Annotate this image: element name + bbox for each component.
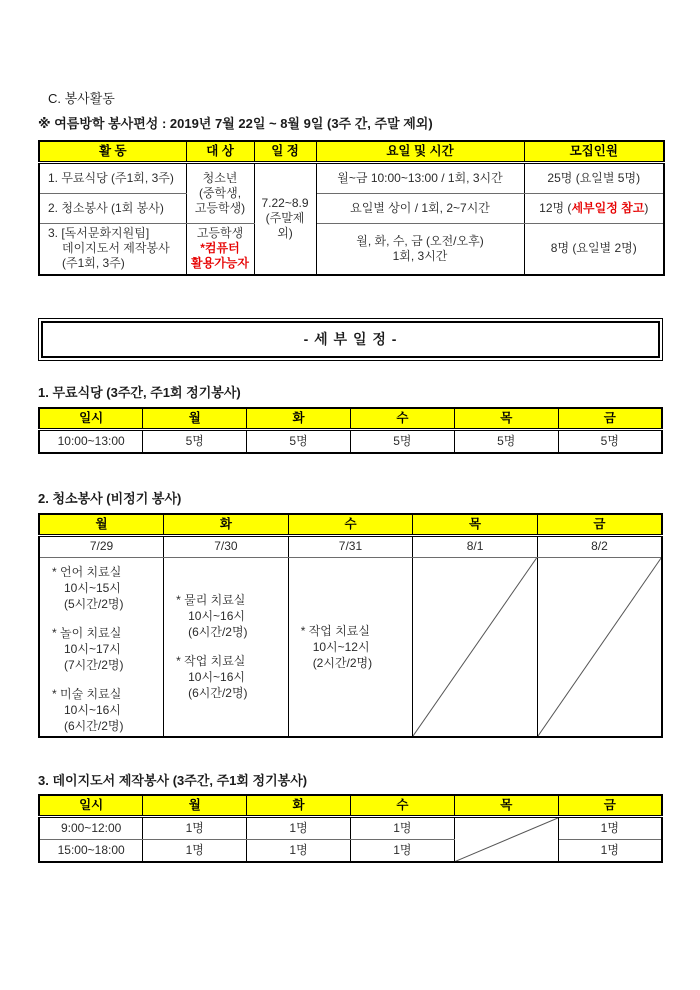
thu-empty-cell	[413, 557, 538, 737]
section1-table	[38, 407, 663, 454]
schedule-cell-merged	[254, 162, 316, 275]
col-header-datetime: 일시	[39, 795, 143, 816]
therapy-capacity: (2시간/2명)	[312, 655, 373, 670]
count-cell: 1명	[247, 839, 351, 862]
activity-line: 3. [독서문화지원팀]	[48, 226, 150, 241]
col-header-target: 대 상	[186, 141, 254, 162]
time-slot-cell: 15:00~18:00	[39, 839, 143, 862]
section1-data-row	[39, 429, 662, 453]
target-line: 고등학생	[196, 226, 244, 241]
recruit-cell	[524, 193, 664, 223]
target-line: 청소년	[202, 170, 238, 185]
therapy-capacity: (5시간/2명)	[64, 596, 124, 611]
count-cell: 5명	[558, 429, 662, 453]
section3-table	[38, 794, 663, 863]
diagonal-slash-icon	[413, 558, 537, 736]
section2-title: 2. 청소봉사 (비정기 봉사)	[38, 491, 182, 506]
diagonal-slash-icon	[538, 558, 661, 736]
col-header-mon: 월	[39, 514, 164, 535]
activity-line: (주1회, 3주)	[62, 256, 125, 271]
overview-table	[38, 140, 665, 276]
wed-schedule-cell	[288, 557, 413, 737]
therapy-name: * 물리 치료실	[176, 593, 246, 607]
therapy-name: * 놀이 치료실	[52, 625, 122, 640]
therapy-hours: 10시~17시	[64, 641, 121, 656]
date-cell: 7/31	[288, 535, 413, 557]
count-cell: 1명	[350, 839, 454, 862]
col-header-thu: 목	[413, 514, 538, 535]
section-c-label: C. 봉사활동	[48, 91, 115, 106]
date-cell: 8/1	[413, 535, 538, 557]
section3-row-morning	[39, 816, 662, 839]
therapy-entry	[44, 686, 159, 734]
col-header-tue: 화	[247, 795, 351, 816]
col-header-fri: 금	[558, 408, 662, 429]
therapy-capacity: (6시간/2명)	[64, 718, 124, 733]
therapy-hours: 10시~15시	[64, 580, 121, 595]
col-header-tue: 화	[164, 514, 289, 535]
count-cell: 1명	[558, 839, 662, 862]
section2-table	[38, 513, 663, 738]
count-cell: 5명	[350, 429, 454, 453]
count-cell: 1명	[350, 816, 454, 839]
col-header-activity: 활 동	[39, 141, 186, 162]
detail-schedule-banner	[38, 318, 663, 361]
therapy-capacity: (7시간/2명)	[64, 657, 124, 672]
therapy-name: * 언어 치료실	[52, 564, 122, 579]
therapy-capacity: (6시간/2명)	[188, 625, 248, 639]
overview-heading: ※ 여름방학 봉사편성 : 2019년 7월 22일 ~ 8월 9일 (3주 간, 주말 제외)	[38, 116, 433, 131]
section2-date-row	[39, 535, 662, 557]
count-cell: 1명	[143, 816, 247, 839]
col-header-thu: 목	[454, 795, 558, 816]
time-cell	[316, 223, 524, 275]
therapy-entry	[168, 653, 284, 701]
col-header-time: 요일 및 시간	[316, 141, 524, 162]
col-header-mon: 월	[143, 795, 247, 816]
col-header-datetime: 일시	[39, 408, 143, 429]
count-cell: 5명	[454, 429, 558, 453]
therapy-name: * 작업 치료실	[176, 654, 246, 668]
schedule-line: 7.22~8.9	[261, 196, 309, 211]
section2-content-row	[39, 557, 662, 737]
col-header-thu: 목	[454, 408, 558, 429]
therapy-name: * 미술 치료실	[52, 686, 122, 701]
time-slot-cell: 10:00~13:00	[39, 429, 143, 453]
recruit-count: 12명 (	[539, 200, 572, 215]
section1-title: 1. 무료식당 (3주간, 주1회 정기봉사)	[38, 385, 241, 400]
date-cell: 8/2	[537, 535, 662, 557]
therapy-hours: 10시~16시	[188, 609, 245, 623]
time-line: 1회, 3시간	[392, 248, 448, 263]
recruit-cell: 8명 (요일별 2명)	[524, 223, 664, 275]
overview-row-1	[39, 162, 664, 193]
activity-line: 데이지도서 제작봉사	[62, 241, 170, 256]
col-header-wed: 수	[288, 514, 413, 535]
target-note-red: 활용가능자	[191, 256, 249, 271]
therapy-capacity: (6시간/2명)	[188, 686, 248, 700]
section3-header-row	[39, 795, 662, 816]
count-cell: 1명	[558, 816, 662, 839]
recruit-cell: 25명 (요일별 5명)	[524, 162, 664, 193]
col-header-recruit: 모집인원	[524, 141, 664, 162]
time-line: 월, 화, 수, 금 (오전/오후)	[356, 233, 484, 248]
section3-title: 3. 데이지도서 제작봉사 (3주간, 주1회 정기봉사)	[38, 773, 308, 788]
activity-cell: 2. 청소봉사 (1회 봉사)	[39, 193, 186, 223]
target-line: 고등학생)	[194, 200, 246, 215]
col-header-fri: 금	[558, 795, 662, 816]
detail-schedule-banner-text: - 세 부 일 정 -	[41, 321, 660, 358]
date-cell: 7/29	[39, 535, 164, 557]
overview-row-3	[39, 223, 664, 275]
overview-header-row	[39, 141, 664, 162]
date-cell: 7/30	[164, 535, 289, 557]
count-cell: 1명	[143, 839, 247, 862]
therapy-hours: 10시~16시	[64, 702, 121, 717]
count-cell: 5명	[143, 429, 247, 453]
therapy-entry	[44, 564, 159, 612]
diagonal-slash-icon	[455, 818, 558, 862]
activity-cell	[39, 223, 186, 275]
therapy-hours: 10시~16시	[188, 670, 245, 684]
section1-header-row	[39, 408, 662, 429]
overview-row-2	[39, 193, 664, 223]
therapy-entry	[168, 592, 284, 640]
fri-empty-cell	[537, 557, 662, 737]
col-header-schedule: 일 정	[254, 141, 316, 162]
schedule-line: (주말제외)	[265, 211, 305, 241]
activity-cell: 1. 무료식당 (주1회, 3주)	[39, 162, 186, 193]
col-header-mon: 월	[143, 408, 247, 429]
mon-schedule-cell	[39, 557, 164, 737]
therapy-name: * 작업 치료실	[300, 623, 370, 638]
recruit-note-red: 세부일정 참고	[571, 200, 645, 215]
thu-empty-cell	[454, 816, 558, 862]
target-line: (중학생,	[198, 185, 242, 200]
col-header-wed: 수	[350, 795, 454, 816]
col-header-tue: 화	[247, 408, 351, 429]
recruit-paren: )	[644, 200, 649, 215]
time-cell: 요일별 상이 / 1회, 2~7시간	[316, 193, 524, 223]
count-cell: 1명	[247, 816, 351, 839]
tue-schedule-cell	[164, 557, 289, 737]
therapy-entry	[293, 623, 409, 671]
target-cell	[186, 223, 254, 275]
therapy-entry	[44, 625, 159, 673]
time-cell: 월~금 10:00~13:00 / 1회, 3시간	[316, 162, 524, 193]
count-cell: 5명	[247, 429, 351, 453]
section3-row-afternoon	[39, 839, 662, 862]
time-slot-cell: 9:00~12:00	[39, 816, 143, 839]
col-header-fri: 금	[537, 514, 662, 535]
col-header-wed: 수	[350, 408, 454, 429]
target-cell-merged	[186, 162, 254, 223]
target-note-red: *컴퓨터	[200, 241, 240, 256]
section2-header-row	[39, 514, 662, 535]
therapy-hours: 10시~12시	[312, 639, 370, 654]
